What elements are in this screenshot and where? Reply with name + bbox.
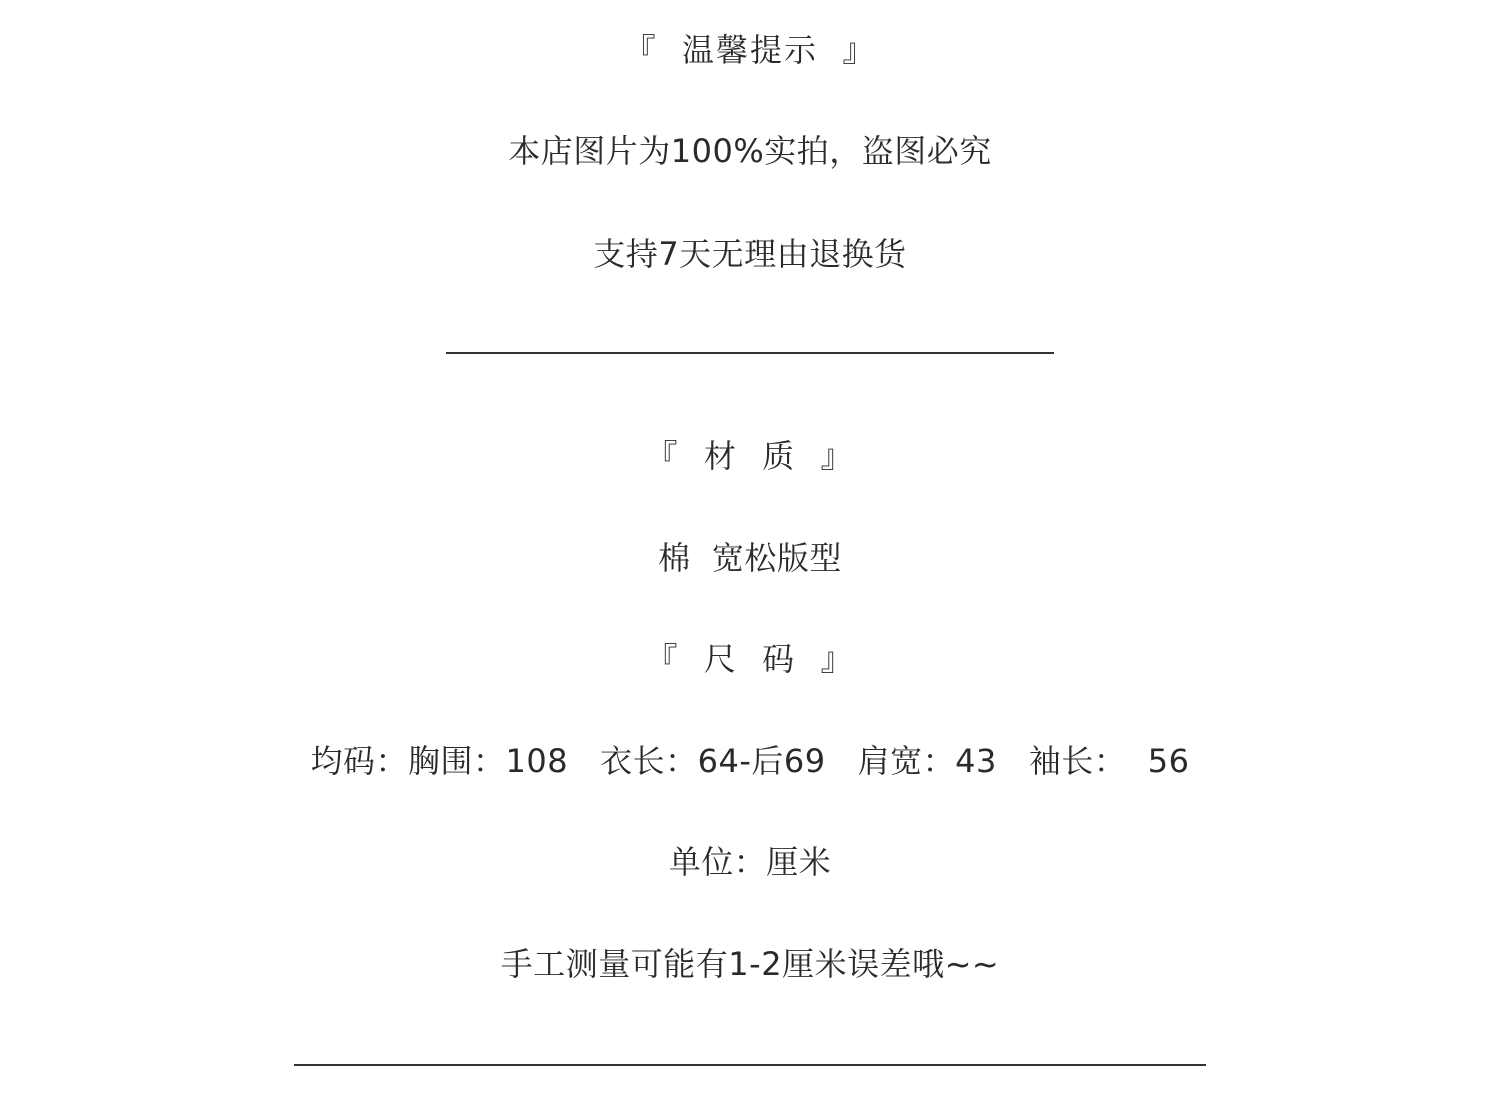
photo-note: 本店图片为100%实拍，盗图必究 bbox=[508, 132, 992, 170]
section-divider bbox=[446, 352, 1054, 354]
notice-heading: 『 温馨提示 』 bbox=[623, 31, 877, 69]
material-value: 棉 宽松版型 bbox=[658, 539, 842, 577]
material-heading: 『 材 质 』 bbox=[645, 437, 855, 475]
size-unit: 单位：厘米 bbox=[668, 843, 832, 881]
bottom-divider bbox=[294, 1064, 1206, 1066]
return-policy: 支持7天无理由退换货 bbox=[593, 235, 907, 273]
size-measurements: 均码：胸围：108 衣长：64-后69 肩宽：43 袖长： 56 bbox=[310, 742, 1190, 780]
size-heading: 『 尺 码 』 bbox=[645, 640, 855, 678]
tolerance-note: 手工测量可能有1-2厘米误差哦~~ bbox=[500, 945, 1000, 983]
